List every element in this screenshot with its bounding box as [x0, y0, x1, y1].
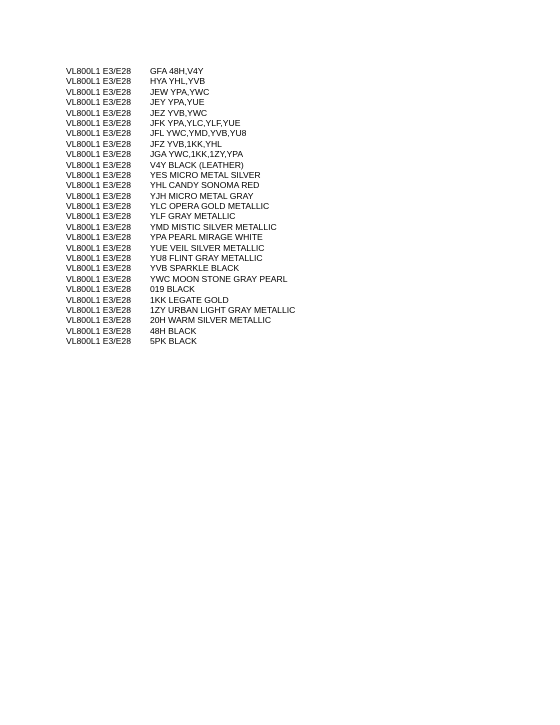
model-code: VL800L1 E3/E28: [66, 149, 131, 160]
model-code: VL800L1 E3/E28: [66, 253, 131, 264]
list-item: [66, 66, 295, 76]
color-description: 48H BLACK: [150, 325, 197, 336]
model-code: VL800L1 E3/E28: [66, 86, 131, 97]
model-code: VL800L1 E3/E28: [66, 66, 131, 76]
list-item: [66, 243, 295, 253]
color-description: YU8 FLINT GRAY METALLIC: [150, 253, 263, 264]
model-code: VL800L1 E3/E28: [66, 211, 131, 222]
model-code: VL800L1 E3/E28: [66, 138, 131, 149]
color-description: 019 BLACK: [150, 284, 195, 295]
model-code: VL800L1 E3/E28: [66, 325, 131, 336]
list-item: [66, 76, 295, 86]
color-description: JFL YWC,YMD,YVB,YU8: [150, 128, 247, 139]
color-description: YLF GRAY METALLIC: [150, 211, 236, 222]
color-description: YPA PEARL MIRAGE WHITE: [150, 232, 263, 243]
model-code: VL800L1 E3/E28: [66, 304, 131, 315]
color-description: JEY YPA,YUE: [150, 97, 205, 108]
color-description: YMD MISTIC SILVER METALLIC: [150, 221, 277, 232]
color-description: V4Y BLACK (LEATHER): [150, 159, 244, 170]
color-description: YLC OPERA GOLD METALLIC: [150, 201, 270, 212]
model-code: VL800L1 E3/E28: [66, 315, 131, 326]
list-item: [66, 87, 295, 97]
model-code: VL800L1 E3/E28: [66, 97, 131, 108]
color-description: JEZ YVB,YWC: [150, 107, 208, 118]
list-item: [66, 284, 295, 294]
color-description: HYA YHL,YVB: [150, 76, 206, 87]
list-item: [66, 128, 295, 138]
list-item: [66, 263, 295, 273]
list-item: [66, 97, 295, 107]
color-description: JEW YPA,YWC: [150, 86, 210, 97]
color-description: JGA YWC,1KK,1ZY,YPA: [150, 149, 244, 160]
list-item: [66, 160, 295, 170]
color-code-list: [66, 66, 295, 347]
color-description: YHL CANDY SONOMA RED: [150, 180, 260, 191]
list-item: [66, 180, 295, 190]
model-code: VL800L1 E3/E28: [66, 221, 131, 232]
color-description: 5PK BLACK: [150, 336, 197, 347]
model-code: VL800L1 E3/E28: [66, 169, 131, 180]
model-code: VL800L1 E3/E28: [66, 336, 131, 347]
list-item: [66, 336, 295, 346]
model-code: VL800L1 E3/E28: [66, 76, 131, 87]
model-code: VL800L1 E3/E28: [66, 107, 131, 118]
list-item: [66, 315, 295, 325]
model-code: VL800L1 E3/E28: [66, 242, 131, 253]
list-item: [66, 232, 295, 242]
model-code: VL800L1 E3/E28: [66, 201, 131, 212]
model-code: VL800L1 E3/E28: [66, 180, 131, 191]
color-description: 1ZY URBAN LIGHT GRAY METALLIC: [150, 304, 296, 315]
list-item: [66, 201, 295, 211]
model-code: VL800L1 E3/E28: [66, 117, 131, 128]
color-description: 20H WARM SILVER METALLIC: [150, 315, 272, 326]
list-item: [66, 149, 295, 159]
list-item: [66, 191, 295, 201]
list-item: [66, 305, 295, 315]
color-description: YUE VEIL SILVER METALLIC: [150, 242, 265, 253]
color-description: YWC MOON STONE GRAY PEARL: [150, 273, 288, 284]
color-description: JFZ YVB,1KK,YHL: [150, 138, 222, 149]
list-item: [66, 295, 295, 305]
color-description: 1KK LEGATE GOLD: [150, 294, 229, 305]
list-item: [66, 222, 295, 232]
color-description: YVB SPARKLE BLACK: [150, 263, 240, 274]
list-item: [66, 253, 295, 263]
color-description: GFA 48H,V4Y: [150, 66, 204, 76]
model-code: VL800L1 E3/E28: [66, 159, 131, 170]
color-description: YJH MICRO METAL GRAY: [150, 190, 254, 201]
list-item: [66, 108, 295, 118]
list-item: [66, 170, 295, 180]
list-item: [66, 139, 295, 149]
color-description: JFK YPA,YLC,YLF,YUE: [150, 117, 241, 128]
model-code: VL800L1 E3/E28: [66, 190, 131, 201]
model-code: VL800L1 E3/E28: [66, 232, 131, 243]
color-description: YES MICRO METAL SILVER: [150, 169, 261, 180]
model-code: VL800L1 E3/E28: [66, 284, 131, 295]
model-code: VL800L1 E3/E28: [66, 263, 131, 274]
list-item: [66, 118, 295, 128]
model-code: VL800L1 E3/E28: [66, 273, 131, 284]
list-item: [66, 211, 295, 221]
list-item: [66, 274, 295, 284]
model-code: VL800L1 E3/E28: [66, 128, 131, 139]
model-code: VL800L1 E3/E28: [66, 294, 131, 305]
list-item: [66, 326, 295, 336]
